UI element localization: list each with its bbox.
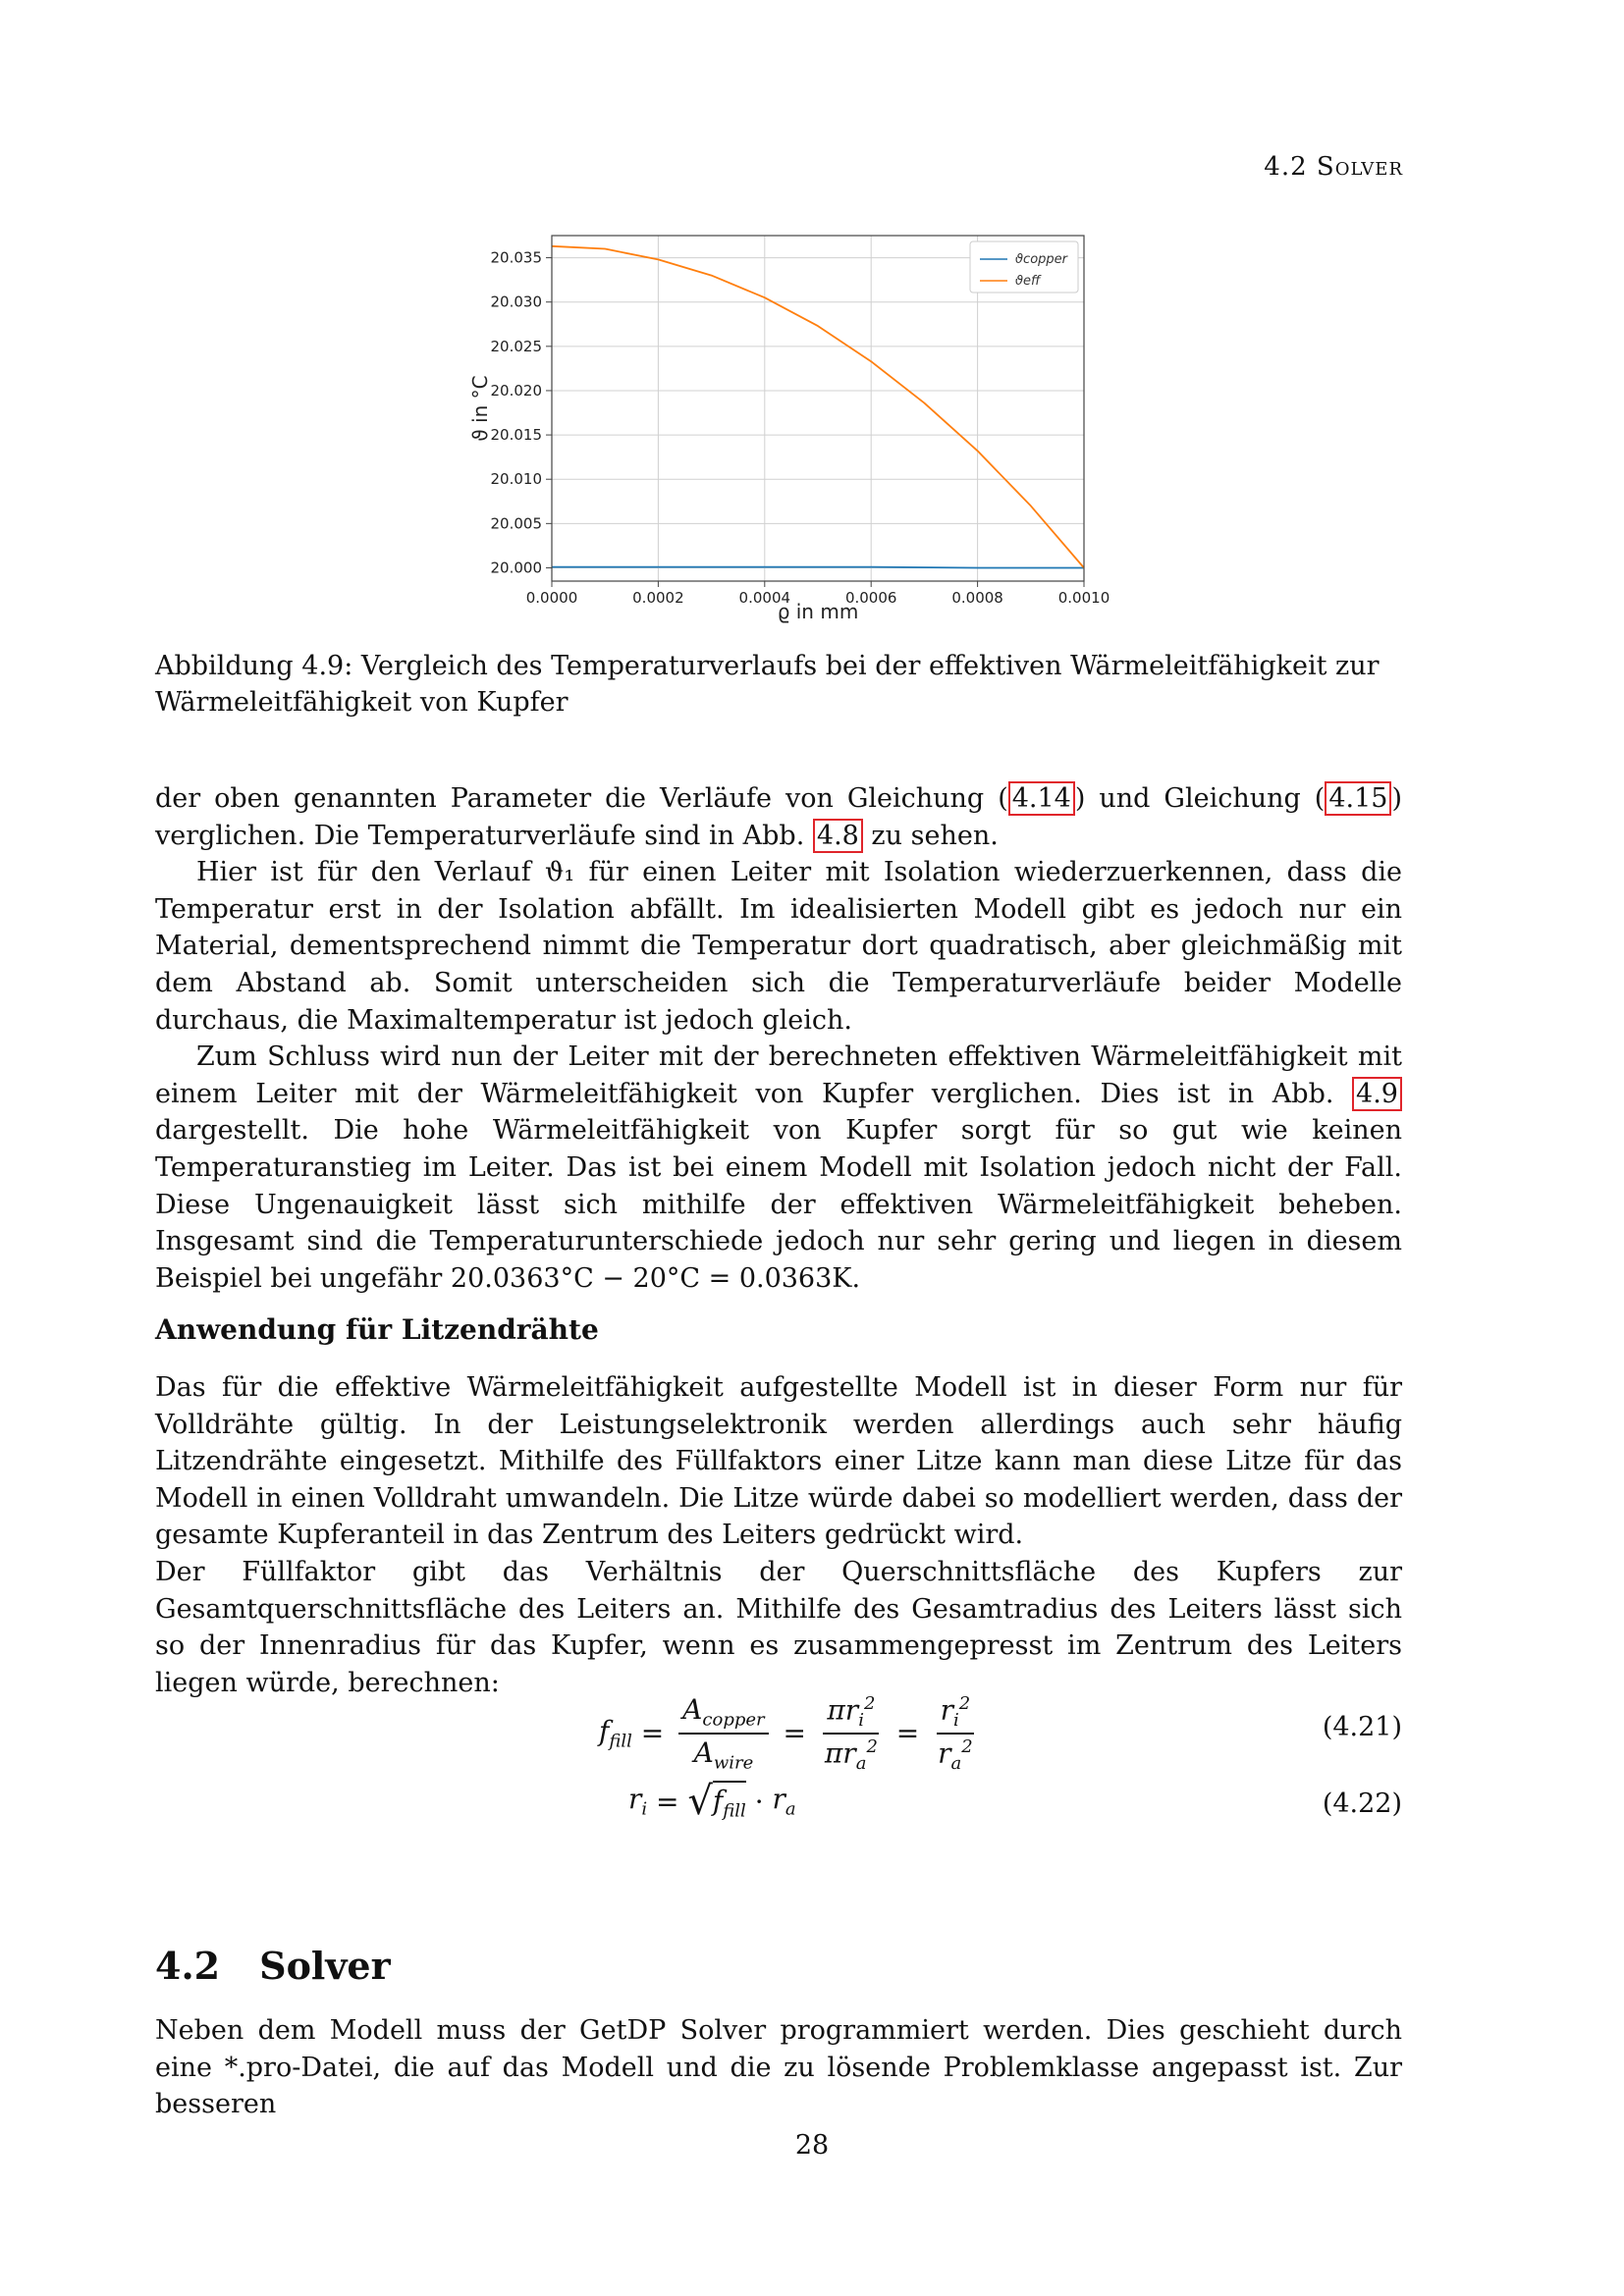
paragraph-6: Neben dem Modell muss der GetDP Solver programmiert werden. Dies geschieht durch eine *.pro-Datei, die auf das Modell und die zu lösende Problemklasse angepasst ist. Zur besseren [155, 2015, 1402, 2120]
legend-label-eff: ϑeff [1015, 274, 1041, 289]
section-title: Solver [259, 1944, 391, 1988]
figure-ref-4-8[interactable]: 4.8 [813, 819, 863, 853]
running-header [1264, 152, 1403, 182]
x-tick-label: 0.0010 [1057, 589, 1110, 607]
y-tick-label: 20.000 [490, 559, 542, 577]
paragraph-1-part-a: der oben genannten Parameter die Verläufe von Gleichung ( [155, 783, 1008, 814]
body-text-block-3 [155, 2012, 1402, 2123]
y-tick-label: 20.035 [490, 248, 542, 267]
equation-number-4-21: (4.21) [1322, 1712, 1402, 1742]
equation-4-22-body: $r_i$ = √ $f_{fill}$ · $r_a$ [628, 1779, 796, 1824]
y-tick-label: 20.010 [490, 470, 542, 489]
series-line-0 [552, 567, 1084, 568]
temperature-chart [442, 228, 1110, 640]
y-tick-label: 20.015 [490, 426, 542, 445]
page-number: 28 [794, 2130, 830, 2161]
equation-4-21-body: $f_{fill}$ = $\frac{A_{copper}}{A_{wire}}$ = $\frac{\pi r_i^2}{\pi r_a^2}$ = $\frac{r_i^2}{r_a^2}$ [599, 1693, 973, 1774]
paragraph-1-part-c: ) verglichen. Die Temperaturverläufe sind in Abb. [155, 783, 1402, 851]
running-header-number: 4.2 [1264, 152, 1308, 182]
paragraph-3-part-a: Zum Schluss wird nun der Leiter mit der berechneten effektiven Wärmeleitfähigkeit mit einem Leiter mit der Wärmeleitfähigkeit von Kupfer verglichen. Dies ist in Abb. [155, 1041, 1402, 1109]
section-heading [155, 1944, 391, 1988]
y-tick-label: 20.005 [490, 514, 542, 533]
equation-ref-4-14[interactable]: 4.14 [1008, 781, 1075, 816]
y-tick-label: 20.020 [490, 381, 542, 400]
x-tick-label: 0.0008 [951, 589, 1003, 607]
paragraph-2: Hier ist für den Verlauf ϑ₁ für einen Leiter mit Isolation wiederzuerkennen, dass die Temperatur erst in der Isolation abfällt. Im idealisierten Modell gibt es jedoch nur ein Material, dementsprechend nimmt die Temperatur dort quadratisch, aber gleichmäßig mit dem Abstand ab. Somit unterscheiden sich die Temperaturverläufe beider Modelle durchaus, die Maximaltemperatur ist jedoch gleich. [155, 857, 1402, 1036]
subheading-litzendraehte: Anwendung für Litzendrähte [155, 1313, 599, 1346]
y-tick-label: 20.025 [490, 337, 542, 355]
running-header-title: Solver [1316, 152, 1403, 182]
x-tick-label: 0.0006 [844, 589, 897, 607]
paragraph-3 [155, 1039, 1402, 1297]
paragraph-3-part-b: dargestellt. Die hohe Wärmeleitfähigkeit von Kupfer sorgt für so gut wie keinen Temperaturanstieg im Leiter. Das ist bei einem Modell mit Isolation jedoch nicht der Fall. Diese Ungenauigkeit lässt sich mithilfe der effektiven Wärmeleitfähigkeit beheben. Insgesamt sind die Temperaturunterschiede jedoch nur sehr gering und liegen in diesem Beispiel bei ungefähr 20.0363°C − 20°C = 0.0363K. [155, 1115, 1402, 1294]
body-text-block-1 [155, 780, 1402, 1297]
paragraph-1-part-b: ) und Gleichung ( [1074, 783, 1326, 814]
paragraph-5: Der Füllfaktor gibt das Verhältnis der Querschnittsfläche des Kupfers zur Gesamtquerschnittsfläche des Leiters an. Mithilfe des Gesamtradius des Leiters lässt sich so der Innenradius für das Kupfer, wenn es zusammengepresst im Zentrum des Leiters liegen würde, berechnen: [155, 1556, 1402, 1698]
y-axis-label: ϑ in °C [468, 375, 492, 442]
body-text-block-2 [155, 1369, 1402, 1701]
paragraph-1 [155, 780, 1402, 854]
x-tick-label: 0.0000 [525, 589, 578, 607]
equation-4-21 [155, 1693, 1402, 1774]
x-axis-label: ϱ in mm [777, 600, 859, 623]
figure-caption: Abbildung 4.9: Vergleich des Temperaturverlaufs bei der effektiven Wärmeleitfähigkeit zur Wärmeleitfähigkeit von Kupfer [155, 651, 1380, 718]
series-line-1 [552, 246, 1084, 568]
chart-svg [442, 228, 1110, 640]
chart-series [552, 246, 1084, 568]
equation-ref-4-15[interactable]: 4.15 [1325, 781, 1391, 816]
equation-4-22 [155, 1779, 1402, 1847]
x-tick-label: 0.0002 [632, 589, 684, 607]
y-tick-label: 20.030 [490, 293, 542, 311]
x-tick-label: 0.0004 [738, 589, 791, 607]
legend-label-copper: ϑcopper [1015, 252, 1067, 267]
chart-legend [970, 241, 1078, 293]
section-number: 4.2 [155, 1944, 221, 1988]
y-ticks [491, 249, 553, 577]
paragraph-1-part-d: zu sehen. [862, 820, 999, 851]
equation-number-4-22: (4.22) [1322, 1789, 1402, 1819]
figure-ref-4-9[interactable]: 4.9 [1352, 1077, 1402, 1111]
paragraph-4: Das für die effektive Wärmeleitfähigkeit aufgestellte Modell ist in dieser Form nur für Volldrähte gültig. In der Leistungselektronik werden allerdings auch sehr häufig Litzendrähte eingesetzt. Mithilfe des Füllfaktors einer Litze kann man diese Litze für das Modell in einen Volldraht umwandeln. Die Litze würde dabei so modelliert werden, dass der gesamte Kupferanteil in das Zentrum des Leiters gedrückt wird. [155, 1372, 1402, 1551]
